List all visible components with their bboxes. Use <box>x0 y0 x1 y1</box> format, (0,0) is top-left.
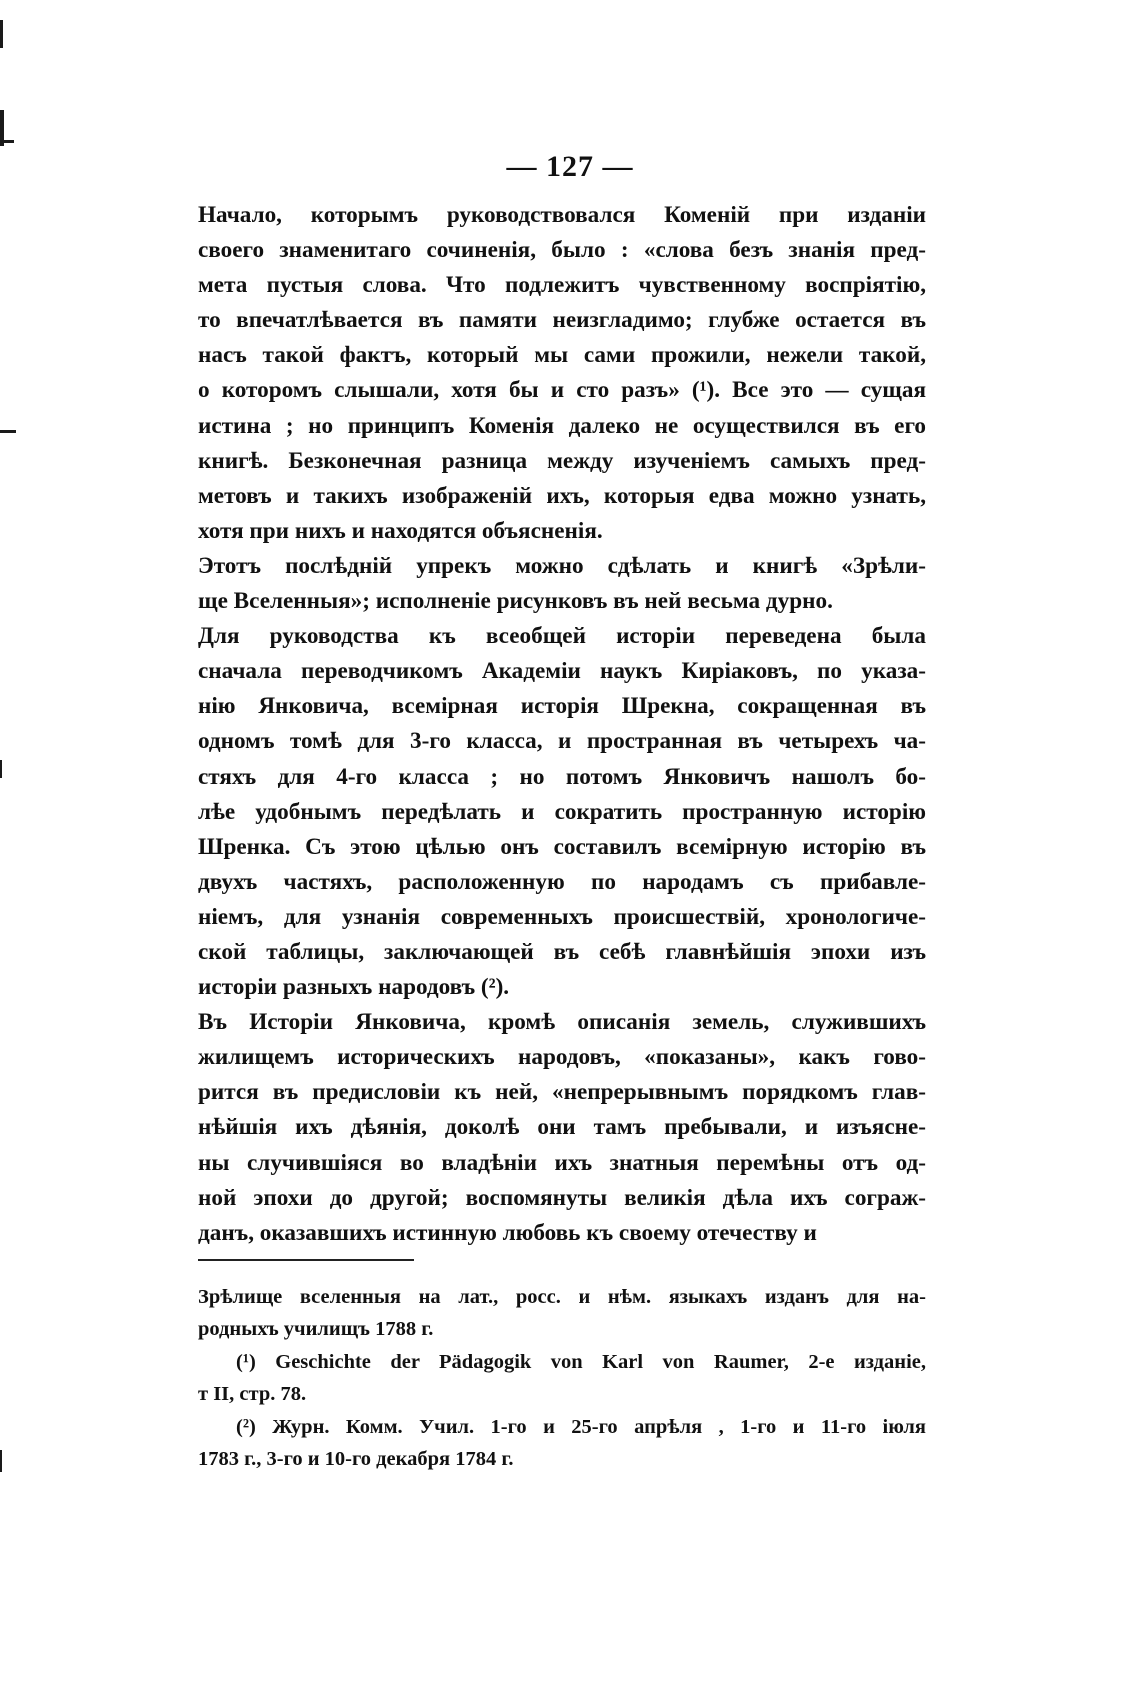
text-line: книгѣ. Безконечная разница между изученіемъ самыхъ пред- <box>198 447 926 474</box>
footnote-line: родныхъ училищъ 1788 г. <box>198 1317 434 1340</box>
scan-edge-mark <box>0 1450 2 1472</box>
scan-edge-mark <box>0 20 3 48</box>
text-line: своего знаменитаго сочиненія, было : «слова безъ знанія пред- <box>198 237 926 264</box>
text-line: жилищемъ историческихъ народовъ, «показаны», какъ гово- <box>198 1044 926 1071</box>
text-line: метовъ и такихъ изображеній ихъ, которыя едва можно узнать, <box>198 482 926 509</box>
text-line: рится въ предисловіи къ ней, «непрерывнымъ порядкомъ глав- <box>198 1079 926 1106</box>
footnote-line: т II, стр. 78. <box>198 1382 307 1405</box>
text-line: данъ, оказавшихъ истинную любовь къ своему отечеству и <box>198 1219 817 1246</box>
text-line: Для руководства къ всеобщей исторіи переведена была <box>198 623 926 650</box>
text-line: хотя при нихъ и находятся объясненія. <box>198 517 603 544</box>
paragraph <box>198 1005 926 1251</box>
text-line: нѣйшія ихъ дѣянія, доколѣ они тамъ пребывали, и изъясне- <box>198 1114 926 1141</box>
footnote-line: 1783 г., 3-го и 10-го декабря 1784 г. <box>198 1447 514 1470</box>
footnotes <box>198 1282 926 1475</box>
text-line: мета пустыя слова. Что подлежитъ чувственному воспріятію, <box>198 272 926 299</box>
text-line: ной эпохи до другой; воспомянуты великія дѣла ихъ сограж- <box>198 1184 926 1211</box>
text-line: о которомъ слышали, хотя бы и сто разъ» (¹). Все это — сущая <box>198 377 926 404</box>
text-line: ніемъ, для узнанія современныхъ происшествій, хронологиче- <box>198 903 926 930</box>
footnote-line: (²) Журн. Комм. Учил. 1-го и 25-го апрѣля , 1-го и 11-го іюля <box>236 1416 926 1438</box>
text-line: сначала переводчикомъ Академіи наукъ Киріаковъ, по указа- <box>198 658 926 685</box>
text-line: стяхъ для 4-го класса ; но потомъ Янковичъ нашолъ бо- <box>198 763 926 790</box>
paragraph <box>198 198 926 549</box>
scan-edge-mark <box>0 760 2 778</box>
text-line: Этотъ послѣдній упрекъ можно сдѣлать и книгѣ «Зрѣли- <box>198 552 926 579</box>
text-line: истина ; но принципъ Коменія далеко не осуществился въ его <box>198 412 926 439</box>
scan-edge-mark <box>0 140 14 143</box>
text-line: насъ такой фактъ, который мы сами прожили, нежели такой, <box>198 342 926 369</box>
scan-edge-mark <box>0 430 16 433</box>
page-number: — 127 — <box>506 150 634 183</box>
main-text <box>198 198 926 1251</box>
text-line: Начало, которымъ руководствовался Коменій при изданіи <box>198 202 926 228</box>
footnote-line: Зрѣлище вселенныя на лат., росс. и нѣм. языкахъ изданъ для на- <box>198 1286 926 1308</box>
text-line: ской таблицы, заключающей въ себѣ главнѣйшія эпохи изъ <box>198 938 926 965</box>
footnote <box>198 1347 926 1410</box>
text-line: Шренка. Съ этою цѣлью онъ составилъ всемірную исторію въ <box>198 833 926 860</box>
text-line: ны случившіяся во владѣніи ихъ знатныя перемѣны отъ од- <box>198 1149 926 1176</box>
text-line: нію Янковича, всемірная исторія Шрекна, сокращенная въ <box>198 693 926 720</box>
text-line: двухъ частяхъ, расположенную по народамъ съ прибавле- <box>198 868 926 895</box>
footnote-line: (¹) Geschichte der Pädagogik von Karl von Raumer, 2-е изданіе, <box>236 1351 926 1373</box>
footnote <box>198 1412 926 1475</box>
text-line: лѣе удобнымъ передѣлать и сократить пространную исторію <box>198 798 926 825</box>
text-line: одномъ томѣ для 3-го класса, и пространная въ четырехъ ча- <box>198 728 926 755</box>
text-line: исторіи разныхъ народовъ (²). <box>198 974 510 1001</box>
paragraph <box>198 619 926 1005</box>
text-line: то впечатлѣвается въ памяти неизгладимо; глубже остается въ <box>198 307 926 334</box>
paragraph <box>198 549 926 619</box>
text-line: Въ Исторіи Янковича, кромѣ описанія земель, служившихъ <box>198 1009 926 1036</box>
text-line: ще Вселенныя»; исполненіе рисунковъ въ ней весьма дурно. <box>198 588 833 615</box>
footnote <box>198 1282 926 1345</box>
footnote-separator <box>198 1259 414 1261</box>
